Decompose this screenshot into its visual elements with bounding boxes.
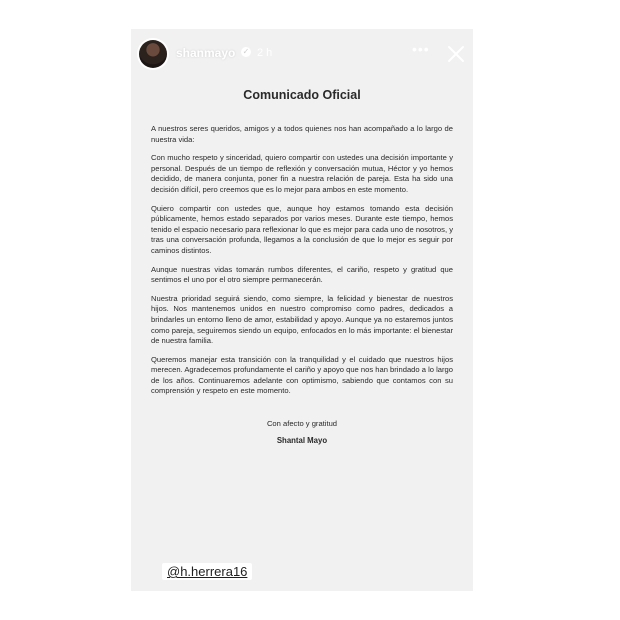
story-header <box>131 29 473 79</box>
verified-badge-icon: ✓ <box>242 47 250 56</box>
paragraph-respect: Aunque nuestras vidas tomarán rumbos diferentes, el cariño, respeto y gratitud que sentimos el uno por el otro siempre permanecerán. <box>151 264 453 285</box>
document-closing: Con afecto y gratitud <box>266 419 338 429</box>
paragraph-decision: Con mucho respeto y sinceridad, quiero compartir con ustedes una decisión importante y personal. Después de un tiempo de reflexión y conversación mutua, Héctor y yo hemos decidido, de manera conjunta, poner fin a nuestra relación de pareja. Esta ha sido una decisión difícil, pero creemos que es lo mejor para ambos en este momento. <box>151 153 453 194</box>
story-username[interactable]: shanmayo <box>176 46 236 60</box>
mention-sticker[interactable]: @h.herrera16 <box>162 563 252 580</box>
close-icon[interactable] <box>447 45 465 63</box>
story-viewer <box>131 29 473 591</box>
more-options-button[interactable]: ••• <box>412 41 430 57</box>
document-signature: Shantal Mayo <box>276 436 328 446</box>
paragraph-children: Nuestra prioridad seguirá siendo, como siempre, la felicidad y bienestar de nuestros hijos. Nos mantenemos unidos en nuestro compromiso como padres, dedicados a brindarles un entorno lleno de amor, estabilidad y apoyo. Aunque ya no estaremos juntos como pareja, seguiremos siendo un equipo, enfocados en lo más importante: el bienestar de nuestra familia. <box>151 293 453 346</box>
paragraph-greeting: A nuestros seres queridos, amigos y a todos quienes nos han acompañado a lo largo de nuestra vida: <box>151 124 453 144</box>
statement-document <box>151 88 453 445</box>
document-title: Comunicado Oficial <box>243 88 361 102</box>
profile-avatar[interactable] <box>139 40 167 68</box>
story-timestamp: 2 h <box>257 47 273 59</box>
paragraph-transition: Queremos manejar esta transición con la tranquilidad y el cuidado que nuestros hijos merecen. Agradecemos profundamente el cariño y apoyo que nos han brindado a lo largo de los años. Continuaremos adelante con optimismo, sabiendo que contamos con su comprensión y respeto en este momento. <box>151 354 453 396</box>
paragraph-separation: Quiero compartir con ustedes que, aunque hoy estamos tomando esta decisión públicamente, hemos estado separados por varios meses. Durante este tiempo, hemos tenido el espacio necesario para reflexionar lo que es mejor para cada uno de nosotros, y tras una conversación profunda, llegamos a la conclusión de que lo mejor es seguir por caminos distintos. <box>151 203 453 255</box>
